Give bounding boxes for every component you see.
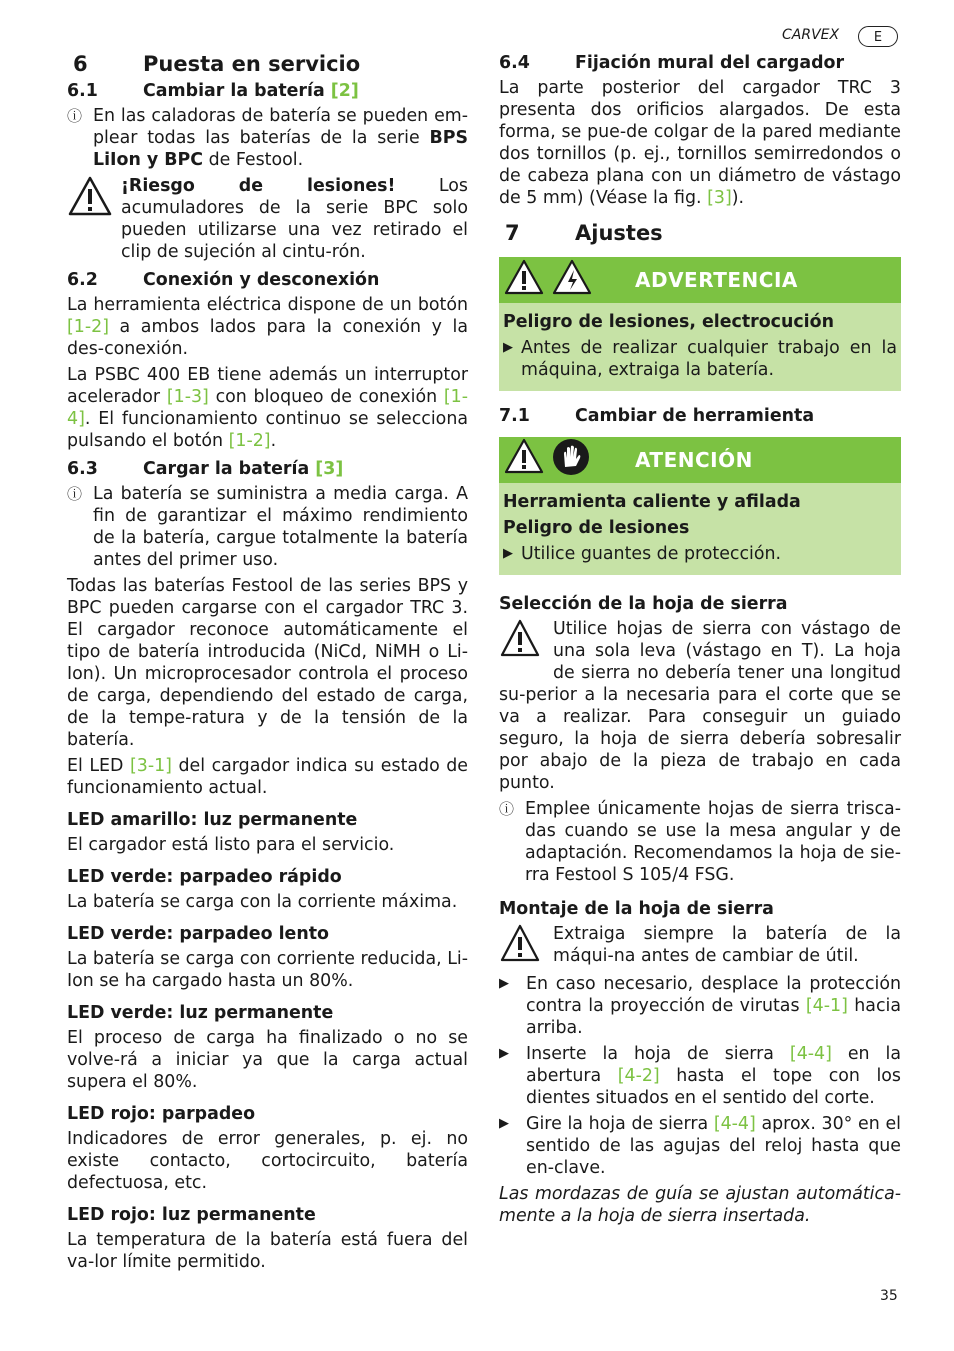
section-heading-7: 7 Ajustes xyxy=(505,221,663,245)
paragraph: La PSBC 400 EB tiene además un interruptor acelerador [1-3] con bloqueo de conexión [1-4]. El funcionamiento continuo se selecciona pulsando el botón [1-2]. xyxy=(67,365,468,451)
figure-ref[interactable]: [3-1] xyxy=(129,756,172,776)
warning-note: Extraiga siempre la batería de la máqui-na antes de cambiar de útil. xyxy=(499,923,901,969)
info-note: ⓘ Emplee únicamente hojas de sierra trisca-das cuando se use la mesa angular y de adaptación. Recomendamos la hoja de sie-rra Festool S 105/4 FSG. xyxy=(499,799,901,885)
led-heading: LED verde: parpadeo rápido xyxy=(67,867,342,887)
info-note: ⓘ En las caladoras de batería se pueden em-plear todas las baterías de la serie BPS LiIon y BPC de Festool. xyxy=(67,106,468,170)
section-heading-7-1: 7.1 Cambiar de herramienta xyxy=(499,406,815,426)
paragraph: La parte posterior del cargador TRC 3 presenta dos orificios alargados. De esta forma, se pue-de colgar de la pared mediante dos tornillos (p. ej., tornillos semirredondos o de cabeza plana con un diámetro de vástago de 5 mm) (Véase la fig. [3]). xyxy=(499,78,901,208)
section-heading-6-2: 6.2 Conexión y desconexión xyxy=(67,270,380,290)
paragraph: La herramienta eléctrica dispone de un botón [1-2] a ambos lados para la conexión y la des-conexión. xyxy=(67,295,468,359)
figure-ref[interactable]: [1-2] xyxy=(67,317,109,337)
led-text: Indicadores de error generales, p. ej. no existe contacto, cortocircuito, batería defectuosa, etc. xyxy=(67,1129,468,1193)
section-heading-6-4: 6.4 Fijación mural del cargador xyxy=(499,53,845,73)
caution-box-title: ATENCIÓN xyxy=(635,448,753,472)
arrow-right-icon: ▶ xyxy=(503,340,513,355)
hazard-text: Peligro de lesiones, electrocución xyxy=(503,312,834,332)
figure-ref[interactable]: [1-3] xyxy=(166,387,209,407)
warning-triangle-icon xyxy=(503,437,545,483)
warning-triangle-icon xyxy=(67,175,121,263)
instruction-bullet: ▶ Antes de realizar cualquier trabajo en la máquina, extraiga la batería. xyxy=(503,338,897,380)
hazard-text: Peligro de lesiones xyxy=(503,518,690,538)
led-text: El cargador está listo para el servicio. xyxy=(67,835,395,855)
figure-ref[interactable]: [2] xyxy=(330,81,359,101)
led-text: La batería se carga con la corriente máxima. xyxy=(67,892,458,912)
led-heading: LED verde: luz permanente xyxy=(67,1003,334,1023)
warning-note: ¡Riesgo de lesiones! Los acumuladores de la serie BPC solo pueden utilizarse una vez retirado el clip de sujeción al cintu-rón. xyxy=(67,175,468,263)
figure-ref[interactable]: [4-4] xyxy=(789,1044,832,1064)
subheading: Selección de la hoja de sierra xyxy=(499,594,788,614)
right-column xyxy=(499,50,901,1231)
subheading: Montaje de la hoja de sierra xyxy=(499,899,774,919)
led-text: La temperatura de la batería está fuera del va-lor límite permitido. xyxy=(67,1230,468,1272)
figure-ref[interactable]: [1-4] xyxy=(67,387,468,429)
electric-hazard-icon xyxy=(551,258,593,302)
paragraph: Todas las baterías Festool de las series BPS y BPC pueden cargarse con el cargador TRC 3. El cargador reconoce automáticamente el tipo de batería introducida (NiCd, NiMH o Li-Ion). Un microprocesador controla el proceso de carga, dependiendo del estado de carga, de la tempe-ratura y de la tensión de la batería. xyxy=(67,576,468,750)
paragraph: El LED [3-1] del cargador indica su estado de funcionamiento actual. xyxy=(67,756,468,798)
hazard-text: Herramienta caliente y afilada xyxy=(503,492,801,512)
warning-triangle-icon xyxy=(499,618,553,684)
info-icon: ⓘ xyxy=(67,485,83,503)
figure-ref[interactable]: [1-2] xyxy=(228,431,271,451)
info-icon: ⓘ xyxy=(499,800,515,818)
warning-note: Utilice hojas de sierra con vástago de una sola leva (vástago en T). La hoja de sierra no debería tener una longitud su-perior a la necesaria para el corte que se va a realizar. Para conseguir un guiado seguro, la hoja de sierra debería sobresalir por abajo de la pieza de trabajo en cada punto. xyxy=(499,619,901,793)
led-heading: LED verde: parpadeo lento xyxy=(67,924,329,944)
warning-box-title: ADVERTENCIA xyxy=(635,268,798,292)
led-text: El proceso de carga ha finalizado o no se volve-rá a iniciar ya que la carga actual supera el 80%. xyxy=(67,1028,468,1092)
led-heading: LED rojo: luz permanente xyxy=(67,1205,316,1225)
arrow-right-icon: ▶ xyxy=(499,1046,509,1061)
figure-ref[interactable]: [4-1] xyxy=(805,996,848,1016)
section-heading-6-3: 6.3 Cargar la batería [3] xyxy=(67,459,344,479)
led-text: La batería se carga con corriente reducida, Li-Ion se ha cargado hasta un 80%. xyxy=(67,949,468,991)
instruction-bullet: ▶ Utilice guantes de protección. xyxy=(503,544,782,564)
warning-box-header xyxy=(499,257,901,303)
arrow-right-icon: ▶ xyxy=(499,1116,509,1131)
language-badge: E xyxy=(858,26,898,47)
instruction-bullet: ▶ Gire la hoja de sierra [4-4] aprox. 30° en el sentido de las agujas del reloj hasta que en-clave. xyxy=(499,1114,901,1178)
warning-triangle-icon xyxy=(503,258,545,302)
info-note: ⓘ La batería se suministra a media carga. A fin de garantizar el máximo rendimiento de la batería, cargue totalmente la batería antes del primer uso. xyxy=(67,484,468,570)
figure-ref[interactable]: [4-4] xyxy=(713,1114,756,1134)
caution-box-header xyxy=(499,437,901,483)
figure-ref[interactable]: [3] xyxy=(315,459,344,479)
gloves-icon xyxy=(551,437,591,483)
section-heading-6-1: 6.1 Cambiar la batería [2] xyxy=(67,81,359,101)
section-heading-6: 6 Puesta en servicio xyxy=(73,52,361,76)
figure-ref[interactable]: [4-2] xyxy=(617,1066,660,1086)
led-heading: LED amarillo: luz permanente xyxy=(67,810,358,830)
caution-box xyxy=(499,437,901,575)
arrow-right-icon: ▶ xyxy=(503,546,513,561)
brand-label: CARVEX xyxy=(782,27,840,43)
figure-ref[interactable]: [3] xyxy=(707,188,732,208)
warning-box xyxy=(499,257,901,391)
page-number: 35 xyxy=(880,1288,898,1304)
instruction-bullet: ▶ En caso necesario, desplace la protección contra la proyección de virutas [4-1] hacia arriba. xyxy=(499,974,901,1038)
note-text: Las mordazas de guía se ajustan automática-mente a la hoja de sierra insertada. xyxy=(499,1184,901,1226)
warning-triangle-icon xyxy=(499,923,553,969)
info-icon: ⓘ xyxy=(67,107,83,125)
instruction-bullet: ▶ Inserte la hoja de sierra [4-4] en la abertura [4-2] hasta el tope con los dientes situados en el sentido del corte. xyxy=(499,1044,901,1108)
led-heading: LED rojo: parpadeo xyxy=(67,1104,256,1124)
led-list xyxy=(67,809,468,1273)
arrow-right-icon: ▶ xyxy=(499,976,509,991)
left-column xyxy=(67,50,468,1277)
